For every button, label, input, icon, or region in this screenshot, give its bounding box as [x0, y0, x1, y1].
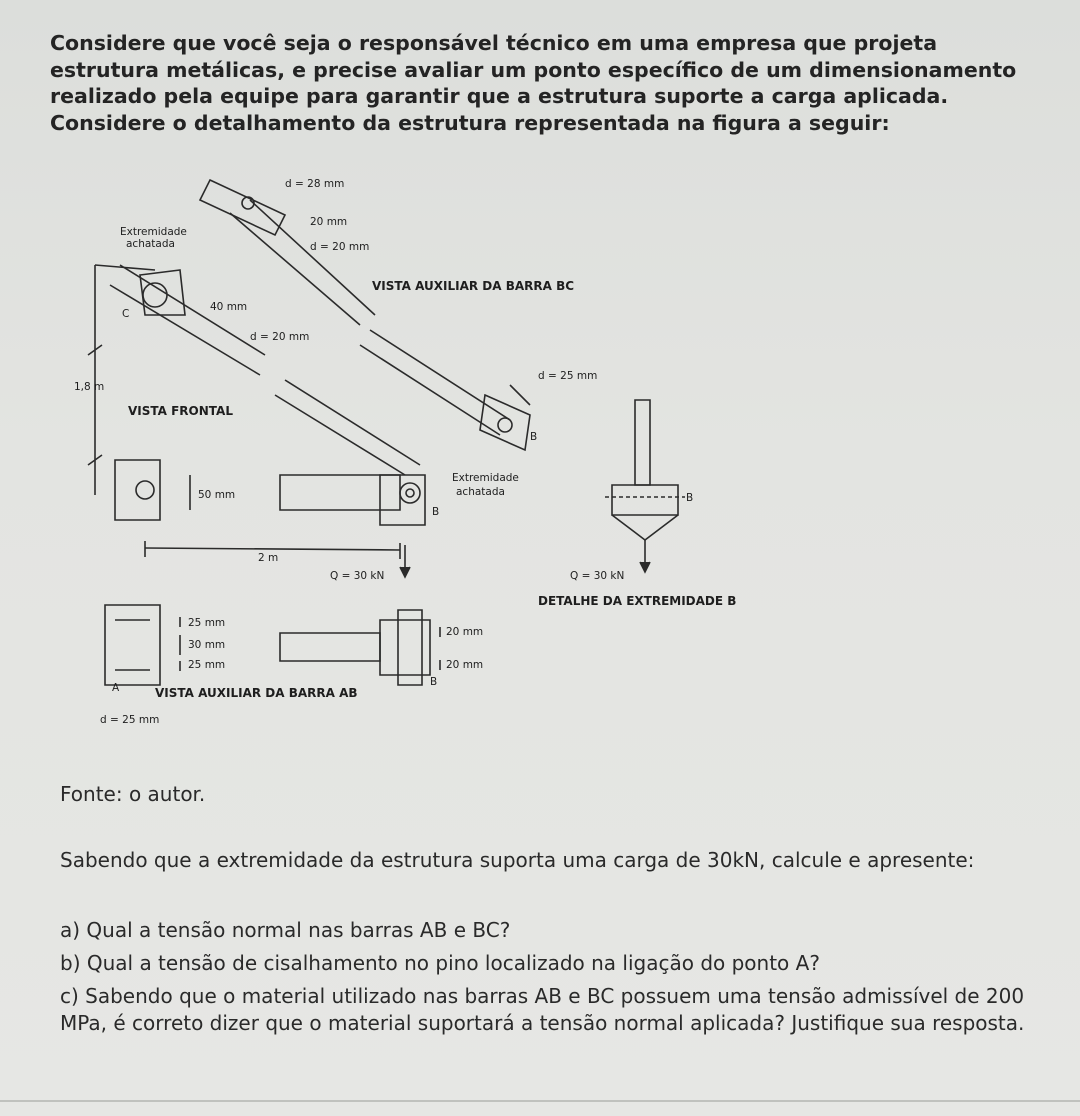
- pin-b-aux: [498, 418, 512, 432]
- label-dim25a: 25 mm: [188, 617, 226, 629]
- label-d20a: d = 20 mm: [310, 241, 370, 253]
- bar-bc-front-upper: [285, 380, 420, 465]
- bracket-a-aux: [105, 605, 160, 685]
- question-b: b) Qual a tensão de cisalhamento no pino localizado na ligação do ponto A?: [60, 951, 820, 975]
- structure-drawing: [60, 165, 820, 745]
- clevis-detail-b: [612, 485, 678, 515]
- label-d25b: d = 25 mm: [100, 714, 160, 726]
- label-vista-frontal: VISTA FRONTAL: [128, 404, 233, 418]
- bar-bc-left-view: [110, 265, 265, 375]
- label-pt-a: A: [112, 682, 120, 694]
- label-q2: Q = 30 kN: [570, 570, 625, 582]
- label-detalhe-b: DETALHE DA EXTREMIDADE B: [538, 594, 737, 608]
- label-dim25b: 25 mm: [188, 659, 226, 671]
- bar-ab-front: [280, 475, 400, 510]
- bar-bc-aux: [360, 330, 510, 435]
- bracket-a-aux-lines: [115, 620, 150, 670]
- end-b-aux: [480, 395, 530, 450]
- clevis-bottom-detail-b: [612, 515, 678, 540]
- label-extremidade-top-2: achatada: [126, 238, 175, 250]
- label-height: 1,8 m: [74, 381, 105, 393]
- bar-end-top-detail: [200, 180, 285, 235]
- label-vista-aux-bc: VISTA AUXILIAR DA BARRA BC: [372, 279, 575, 293]
- label-vista-aux-ab: VISTA AUXILIAR DA BARRA AB: [155, 686, 358, 700]
- label-dim20a: 20 mm: [310, 216, 348, 228]
- label-dim20b: 20 mm: [446, 626, 484, 638]
- label-d20b: d = 20 mm: [250, 331, 310, 343]
- pin-b-aux-side: [398, 610, 422, 685]
- bottom-divider: [0, 1100, 1080, 1102]
- wall-upper: [95, 265, 155, 335]
- label-d25a: d = 25 mm: [538, 370, 598, 382]
- lead-sentence: Sabendo que a extremidade da estrutura suporta uma carga de 30kN, calcule e apresente:: [60, 848, 975, 872]
- pin-b-front: [400, 483, 420, 503]
- label-dim40: 40 mm: [210, 301, 248, 313]
- label-dim50: 50 mm: [198, 489, 236, 501]
- label-pt-b4: B: [430, 676, 438, 688]
- intro-paragraph: Considere que você seja o responsável técnico em uma empresa que projeta estrutura metálicas, e precise avaliar um ponto específico de um dimensionamento realizado pela equipe para garantir que a estrutura suporte a carga aplicada. Considere o detalhamento da estrutura representada na figura a seguir:: [50, 31, 1017, 135]
- load-arrow-front-head: [400, 567, 410, 577]
- label-pt-b3: B: [686, 492, 694, 504]
- label-extremidade-1: Extremidade: [452, 472, 519, 484]
- label-d28: d = 28 mm: [285, 178, 345, 190]
- question-a: a) Qual a tensão normal nas barras AB e BC?: [60, 918, 511, 942]
- load-arrow-detail-head: [640, 562, 650, 572]
- bar-bc-top-segment: [230, 200, 375, 325]
- bracket-c: [140, 270, 185, 315]
- dim25-leader: [510, 385, 530, 405]
- label-pt-b2: B: [432, 506, 440, 518]
- label-pt-b1: B: [530, 431, 538, 443]
- bar-bc-front-lower: [275, 395, 405, 475]
- span-line: [145, 548, 400, 550]
- question-c: c) Sabendo que o material utilizado nas barras AB e BC possuem uma tensão admissível de 200 MPa, é correto dizer que o material suportará a tensão normal aplicada? Justifique sua resposta.: [60, 984, 1025, 1035]
- pin-b-front-inner: [406, 489, 414, 497]
- bar-ab-aux: [280, 633, 380, 661]
- label-extremidade-2: achatada: [456, 486, 505, 498]
- label-pt-c: C: [122, 308, 130, 320]
- label-span: 2 m: [258, 552, 279, 564]
- label-q1: Q = 30 kN: [330, 570, 385, 582]
- structure-figure: [60, 165, 820, 745]
- label-extremidade-top-1: Extremidade: [120, 226, 187, 238]
- bar-detail-b: [635, 400, 650, 485]
- source-caption: Fonte: o autor.: [60, 782, 206, 806]
- pin-a-front: [136, 481, 154, 499]
- label-dim30: 30 mm: [188, 639, 226, 651]
- label-dim20c: 20 mm: [446, 659, 484, 671]
